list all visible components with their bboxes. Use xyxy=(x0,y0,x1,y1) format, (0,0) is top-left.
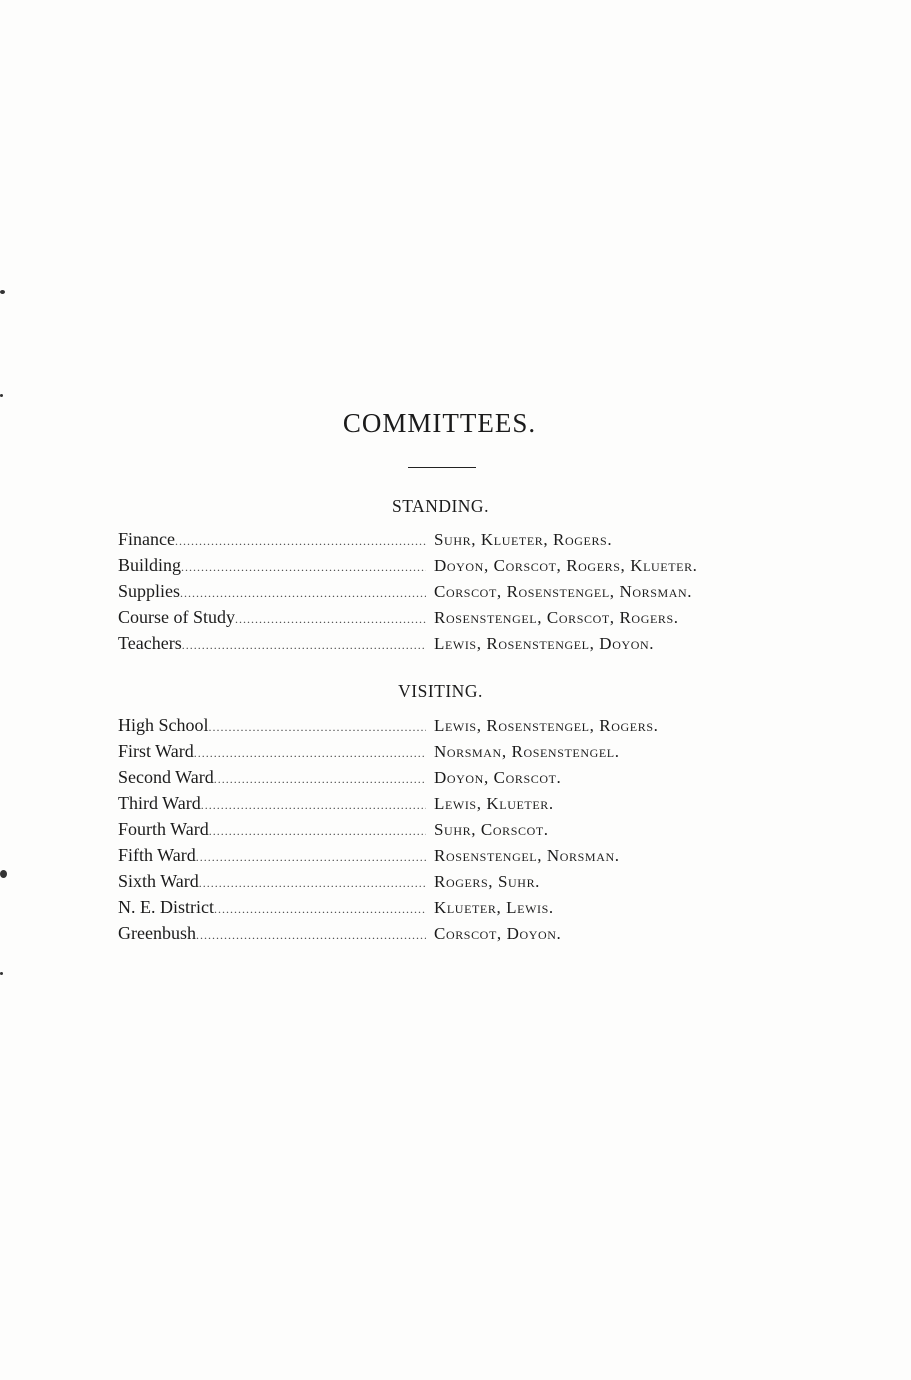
committee-row xyxy=(118,633,778,659)
committee-members: Suhr, Klueter, Rogers. xyxy=(434,530,613,549)
committee-row xyxy=(118,767,778,793)
dot-leader xyxy=(180,586,426,601)
dot-leader xyxy=(201,798,426,813)
scan-speck xyxy=(0,972,3,975)
committee-name: Fourth Ward xyxy=(118,819,209,839)
committee-name: High School xyxy=(118,715,209,735)
committee-row xyxy=(118,923,778,949)
page-title: COMMITTEES. xyxy=(342,408,537,438)
standing-heading: STANDING. xyxy=(392,496,489,516)
committee-name: Third Ward xyxy=(118,793,201,813)
committee-members: Doyon, Corscot, Rogers, Klueter. xyxy=(434,556,698,575)
committee-members: Rosenstengel, Norsman. xyxy=(434,846,620,865)
committee-name: Second Ward xyxy=(118,767,214,787)
committee-row xyxy=(118,819,778,845)
committee-row xyxy=(118,555,778,581)
dot-leader xyxy=(209,720,426,735)
committee-name: Finance xyxy=(118,529,175,549)
committee-row xyxy=(118,581,778,607)
committee-row xyxy=(118,793,778,819)
visiting-heading: VISITING. xyxy=(398,681,483,701)
committee-name: N. E. District xyxy=(118,897,214,917)
dot-leader xyxy=(214,902,426,917)
committee-row xyxy=(118,871,778,897)
committee-row xyxy=(118,845,778,871)
committee-name: Greenbush xyxy=(118,923,196,943)
committee-name: Building xyxy=(118,555,182,575)
committee-members: Lewis, Klueter. xyxy=(434,794,554,813)
committee-row xyxy=(118,715,778,741)
committee-members: Rogers, Suhr. xyxy=(434,872,541,891)
committee-row xyxy=(118,607,778,633)
dot-leader xyxy=(196,928,426,943)
committee-members: Corscot, Rosenstengel, Norsman. xyxy=(434,582,693,601)
standing-committee-list xyxy=(118,529,778,659)
dot-leader xyxy=(235,612,426,627)
committee-members: Suhr, Corscot. xyxy=(434,820,549,839)
scan-speck xyxy=(0,394,3,397)
committee-name: Supplies xyxy=(118,581,181,601)
committee-row xyxy=(118,529,778,555)
committee-members: Norsman, Rosenstengel. xyxy=(434,742,620,761)
committee-name: First Ward xyxy=(118,741,194,761)
dot-leader xyxy=(181,560,426,575)
committee-members: Lewis, Rosenstengel, Rogers. xyxy=(434,716,659,735)
committee-members: Klueter, Lewis. xyxy=(434,898,554,917)
committee-members: Corscot, Doyon. xyxy=(434,924,562,943)
committee-name: Sixth Ward xyxy=(118,871,199,891)
committee-name: Fifth Ward xyxy=(118,845,196,865)
committee-name: Teachers xyxy=(118,633,182,653)
visiting-committee-list xyxy=(118,715,778,949)
title-rule xyxy=(408,467,476,468)
committee-members: Rosenstengel, Corscot, Rogers. xyxy=(434,608,679,627)
committee-name: Course of Study xyxy=(118,607,235,627)
scan-speck xyxy=(0,870,7,878)
dot-leader xyxy=(194,746,426,761)
dot-leader xyxy=(214,772,426,787)
dot-leader xyxy=(196,850,426,865)
dot-leader xyxy=(199,876,426,891)
dot-leader xyxy=(182,638,426,653)
committee-members: Doyon, Corscot. xyxy=(434,768,562,787)
committee-row xyxy=(118,741,778,767)
dot-leader xyxy=(175,534,426,549)
scan-speck xyxy=(0,290,5,294)
committee-members: Lewis, Rosenstengel, Doyon. xyxy=(434,634,655,653)
dot-leader xyxy=(209,824,426,839)
committee-row xyxy=(118,897,778,923)
